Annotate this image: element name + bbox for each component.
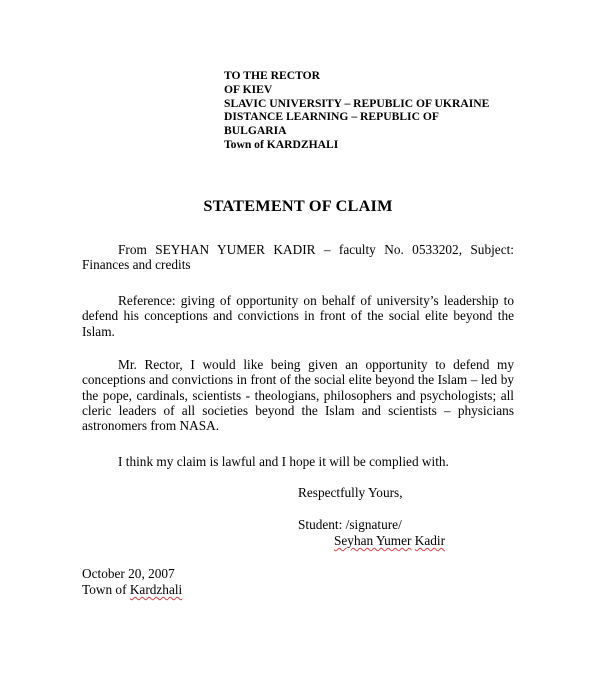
recipient-line: DISTANCE LEARNING – REPUBLIC OF — [224, 110, 439, 124]
signature-student: Student: /signature/ — [298, 517, 402, 532]
paragraph-request-text: Mr. Rector, I would like being given an opportunity to defend my conceptions and convictions in front of the social elite beyond the Islam – led by the pope, cardinals, scientists - theologians, philosophers and psychologists; all cleric leaders of all societies beyond the Islam and scientists – physicians astronomers from NASA. — [82, 357, 514, 434]
recipient-line: SLAVIC UNIVERSITY – REPUBLIC OF UKRAINE — [224, 96, 490, 110]
paragraph-closing-statement-text: I think my claim is lawful and I hope it will be complied with. — [118, 454, 449, 469]
paragraph-request — [82, 357, 514, 433]
paragraph-reference — [82, 293, 514, 339]
footer-town — [82, 582, 182, 598]
recipient-line: TO THE RECTOR — [224, 69, 321, 82]
document-title: STATEMENT OF CLAIM — [203, 196, 393, 215]
paragraph-from — [82, 242, 514, 273]
recipient-town-prefix: Town of — [224, 137, 264, 151]
footer-town-name: Kardzhali — [129, 582, 183, 597]
signature-last-name: Kadir — [414, 533, 446, 548]
footer-date: October 20, 2007 — [82, 566, 175, 581]
recipient-block — [224, 69, 514, 152]
signature-name — [334, 533, 445, 549]
footer-town-prefix: Town of — [82, 582, 127, 597]
recipient-line: BULGARIA — [224, 124, 287, 138]
signature-first-names: Seyhan Yumer — [334, 533, 412, 548]
signature-closing: Respectfully Yours, — [298, 485, 403, 500]
recipient-town-name: KARDZHALI — [266, 137, 339, 151]
recipient-line: OF KIEV — [224, 82, 273, 96]
paragraph-from-text: From SEYHAN YUMER KADIR – faculty No. 0533202, Subject: Finances and credits — [82, 242, 514, 273]
recipient-town — [224, 138, 514, 152]
paragraph-closing-statement — [82, 454, 514, 469]
paragraph-reference-text: Reference: giving of opportunity on behalf of university’s leadership to defend his conceptions and convictions in front of the social elite beyond the Islam. — [82, 293, 514, 339]
